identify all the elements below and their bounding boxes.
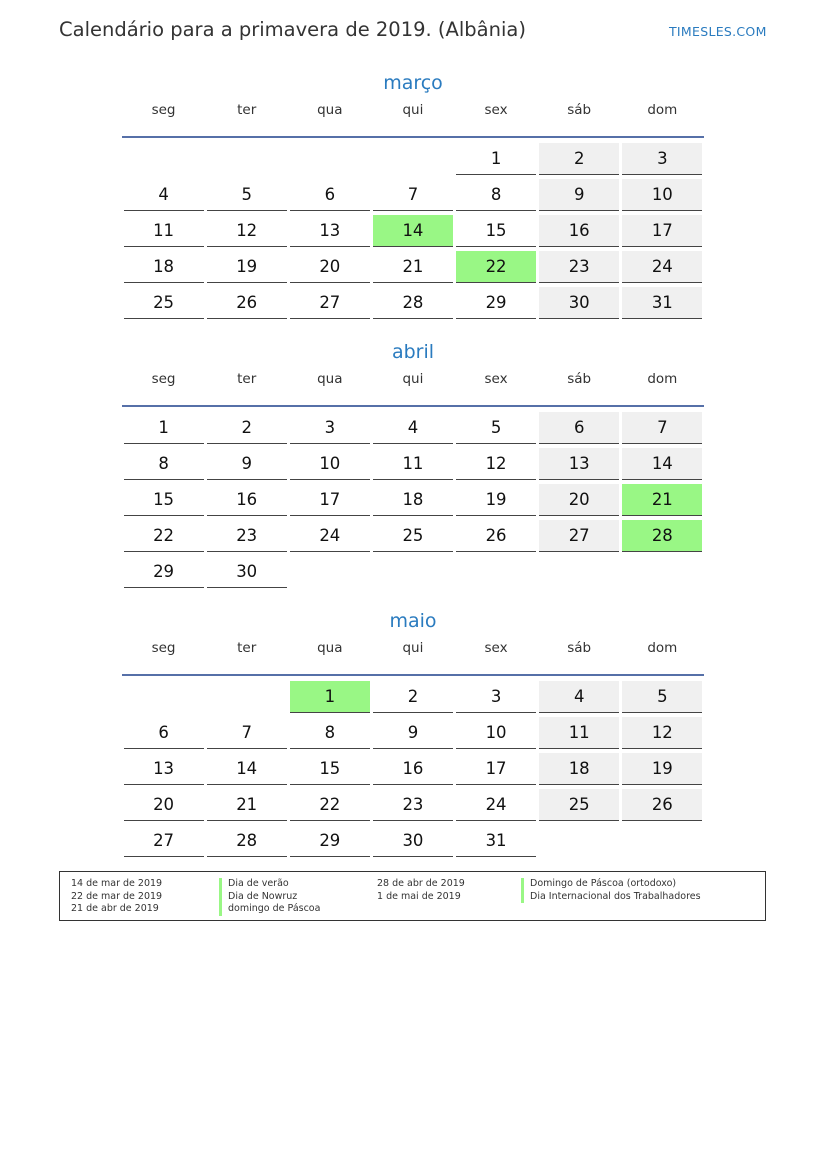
empty-day-cell xyxy=(205,679,288,715)
day-cell xyxy=(205,446,288,482)
day-cell xyxy=(455,177,538,213)
weekday-label: sex xyxy=(484,371,508,387)
weekday-label: ter xyxy=(237,102,257,118)
month-name: abril xyxy=(391,341,435,363)
weekday-header xyxy=(122,96,704,138)
day-number: 30 xyxy=(373,825,453,857)
legend-holiday-name: domingo de Páscoa xyxy=(219,903,320,916)
day-number: 1 xyxy=(456,143,536,175)
day-cell xyxy=(122,715,205,751)
day-number: 19 xyxy=(207,251,287,283)
day-cell xyxy=(371,823,454,859)
day-number: 25 xyxy=(539,789,619,821)
day-number: 8 xyxy=(124,448,204,480)
day-cell xyxy=(122,823,205,859)
weekday-label: qui xyxy=(402,640,424,656)
empty-day-cell xyxy=(205,141,288,177)
weekday-label: ter xyxy=(237,640,257,656)
legend-holiday-date: 28 de abr de 2019 xyxy=(377,878,465,889)
day-number: 1 xyxy=(124,412,204,444)
day-cell xyxy=(371,213,454,249)
day-number xyxy=(124,681,204,713)
day-number: 18 xyxy=(373,484,453,516)
weekday-header xyxy=(122,634,704,676)
day-cell xyxy=(621,213,704,249)
day-cell xyxy=(538,249,621,285)
day-cell xyxy=(455,141,538,177)
day-cell xyxy=(621,518,704,554)
day-number: 27 xyxy=(290,287,370,319)
month-name: março xyxy=(383,72,443,94)
legend-holiday-date: 22 de mar de 2019 xyxy=(71,890,163,902)
day-number: 7 xyxy=(622,412,702,444)
day-cell xyxy=(122,285,205,321)
day-cell xyxy=(122,518,205,554)
page-title: Calendário para a primavera de 2019. (Albânia) xyxy=(59,18,526,41)
day-cell xyxy=(621,679,704,715)
month-calendar xyxy=(122,339,704,590)
weekday-label: sex xyxy=(484,640,508,656)
day-cell xyxy=(455,410,538,446)
day-cell xyxy=(288,679,371,715)
day-cell xyxy=(122,751,205,787)
legend-holiday-name: Dia Internacional dos Trabalhadores xyxy=(521,891,701,904)
day-cell xyxy=(621,141,704,177)
day-cell xyxy=(288,823,371,859)
day-number: 31 xyxy=(622,287,702,319)
week-row xyxy=(122,410,704,446)
day-number: 9 xyxy=(207,448,287,480)
weekday-label: seg xyxy=(151,371,176,387)
day-number: 21 xyxy=(373,251,453,283)
day-number: 9 xyxy=(539,179,619,211)
day-number: 11 xyxy=(124,215,204,247)
empty-day-cell xyxy=(122,141,205,177)
day-cell xyxy=(538,787,621,823)
day-number: 22 xyxy=(456,251,536,283)
day-cell xyxy=(538,177,621,213)
day-cell xyxy=(122,446,205,482)
day-number: 8 xyxy=(456,179,536,211)
day-number: 10 xyxy=(622,179,702,211)
day-number: 20 xyxy=(290,251,370,283)
empty-day-cell xyxy=(538,554,621,590)
day-cell xyxy=(205,518,288,554)
day-cell xyxy=(621,715,704,751)
week-row xyxy=(122,554,704,590)
day-number xyxy=(373,143,453,175)
day-cell xyxy=(538,213,621,249)
legend-holiday-name: Dia de verão xyxy=(219,878,320,891)
day-number: 11 xyxy=(539,717,619,749)
day-cell xyxy=(205,787,288,823)
day-number: 31 xyxy=(456,825,536,857)
weekday-label: dom xyxy=(647,371,678,387)
month-calendar xyxy=(122,608,704,859)
day-number: 25 xyxy=(373,520,453,552)
day-number: 6 xyxy=(539,412,619,444)
day-number: 16 xyxy=(539,215,619,247)
day-number: 29 xyxy=(290,825,370,857)
day-cell xyxy=(455,787,538,823)
day-cell xyxy=(538,751,621,787)
day-cell xyxy=(538,679,621,715)
day-number: 22 xyxy=(124,520,204,552)
day-number: 22 xyxy=(290,789,370,821)
day-number: 4 xyxy=(539,681,619,713)
legend-holiday-name: Dia de Nowruz xyxy=(219,891,320,904)
week-row xyxy=(122,751,704,787)
week-row xyxy=(122,679,704,715)
day-number: 12 xyxy=(456,448,536,480)
day-number: 28 xyxy=(207,825,287,857)
day-number: 26 xyxy=(207,287,287,319)
weekday-label: qua xyxy=(317,102,343,118)
day-cell xyxy=(205,285,288,321)
legend-left-names xyxy=(219,878,320,916)
week-row xyxy=(122,787,704,823)
weekday-label: qui xyxy=(402,102,424,118)
day-number: 17 xyxy=(456,753,536,785)
day-number xyxy=(124,143,204,175)
legend-right-names xyxy=(521,878,701,903)
day-number: 13 xyxy=(124,753,204,785)
day-cell xyxy=(205,177,288,213)
day-number: 30 xyxy=(207,556,287,588)
day-number: 21 xyxy=(622,484,702,516)
month-name: maio xyxy=(389,610,437,632)
day-cell xyxy=(205,823,288,859)
day-number: 5 xyxy=(207,179,287,211)
day-number: 7 xyxy=(373,179,453,211)
empty-day-cell xyxy=(371,554,454,590)
week-row xyxy=(122,141,704,177)
day-cell xyxy=(205,554,288,590)
day-cell xyxy=(455,446,538,482)
day-number: 13 xyxy=(539,448,619,480)
day-cell xyxy=(621,787,704,823)
day-number xyxy=(290,556,370,588)
weekday-label: sex xyxy=(484,102,508,118)
day-cell xyxy=(371,715,454,751)
day-cell xyxy=(205,715,288,751)
day-number: 27 xyxy=(539,520,619,552)
empty-day-cell xyxy=(621,554,704,590)
day-cell xyxy=(122,410,205,446)
day-cell xyxy=(288,446,371,482)
day-number: 23 xyxy=(539,251,619,283)
day-number: 7 xyxy=(207,717,287,749)
legend-holiday-date: 1 de mai de 2019 xyxy=(377,890,461,902)
day-cell xyxy=(538,482,621,518)
day-cell xyxy=(621,482,704,518)
day-number: 9 xyxy=(373,717,453,749)
day-cell xyxy=(205,410,288,446)
day-cell xyxy=(371,177,454,213)
day-cell xyxy=(205,249,288,285)
day-number: 28 xyxy=(622,520,702,552)
day-cell xyxy=(371,410,454,446)
day-cell xyxy=(538,285,621,321)
weekday-label: dom xyxy=(647,102,678,118)
day-number: 4 xyxy=(124,179,204,211)
day-cell xyxy=(288,249,371,285)
day-cell xyxy=(621,177,704,213)
week-row xyxy=(122,177,704,213)
holiday-legend xyxy=(59,871,766,921)
day-cell xyxy=(538,518,621,554)
day-cell xyxy=(455,751,538,787)
day-number: 18 xyxy=(539,753,619,785)
day-cell xyxy=(455,715,538,751)
weekday-label: qua xyxy=(317,371,343,387)
day-cell xyxy=(371,285,454,321)
weekday-label: qua xyxy=(317,640,343,656)
day-number: 11 xyxy=(373,448,453,480)
week-row xyxy=(122,249,704,285)
day-cell xyxy=(621,410,704,446)
day-number: 2 xyxy=(207,412,287,444)
day-number xyxy=(373,556,453,588)
day-number: 24 xyxy=(456,789,536,821)
day-cell xyxy=(205,482,288,518)
day-number: 2 xyxy=(373,681,453,713)
day-cell xyxy=(455,213,538,249)
day-number: 2 xyxy=(539,143,619,175)
day-number: 14 xyxy=(207,753,287,785)
day-number xyxy=(622,825,702,857)
day-cell xyxy=(455,518,538,554)
legend-holiday-date: 14 de mar de 2019 xyxy=(71,878,163,889)
week-row xyxy=(122,715,704,751)
day-number: 27 xyxy=(124,825,204,857)
day-cell xyxy=(288,751,371,787)
weekday-label: ter xyxy=(237,371,257,387)
day-number: 24 xyxy=(622,251,702,283)
day-number: 20 xyxy=(539,484,619,516)
day-number: 26 xyxy=(456,520,536,552)
day-cell xyxy=(288,518,371,554)
day-cell xyxy=(288,213,371,249)
day-cell xyxy=(122,482,205,518)
week-row xyxy=(122,446,704,482)
week-row xyxy=(122,823,704,859)
day-number: 30 xyxy=(539,287,619,319)
weekday-label: sáb xyxy=(567,371,592,387)
day-number xyxy=(207,681,287,713)
day-number: 29 xyxy=(456,287,536,319)
day-number: 3 xyxy=(622,143,702,175)
day-number: 21 xyxy=(207,789,287,821)
day-cell xyxy=(371,482,454,518)
week-row xyxy=(122,482,704,518)
day-cell xyxy=(288,177,371,213)
day-number: 16 xyxy=(207,484,287,516)
day-cell xyxy=(288,410,371,446)
legend-right-dates xyxy=(377,878,465,903)
empty-day-cell xyxy=(288,554,371,590)
day-cell xyxy=(205,751,288,787)
legend-left-dates xyxy=(71,878,162,916)
day-cell xyxy=(288,482,371,518)
empty-day-cell xyxy=(455,554,538,590)
day-number: 8 xyxy=(290,717,370,749)
day-number: 12 xyxy=(207,215,287,247)
weekday-label: dom xyxy=(647,640,678,656)
week-row xyxy=(122,518,704,554)
empty-day-cell xyxy=(371,141,454,177)
day-number: 16 xyxy=(373,753,453,785)
day-number: 15 xyxy=(290,753,370,785)
day-cell xyxy=(538,446,621,482)
day-number: 23 xyxy=(207,520,287,552)
week-row xyxy=(122,213,704,249)
day-number: 12 xyxy=(622,717,702,749)
week-row xyxy=(122,285,704,321)
day-cell xyxy=(122,177,205,213)
day-cell xyxy=(455,285,538,321)
day-number: 13 xyxy=(290,215,370,247)
day-number xyxy=(539,825,619,857)
day-cell xyxy=(455,823,538,859)
day-cell xyxy=(371,249,454,285)
day-cell xyxy=(371,751,454,787)
day-cell xyxy=(288,715,371,751)
empty-day-cell xyxy=(538,823,621,859)
day-number: 10 xyxy=(290,448,370,480)
day-cell xyxy=(371,518,454,554)
day-number: 25 xyxy=(124,287,204,319)
day-cell xyxy=(371,787,454,823)
day-number: 6 xyxy=(290,179,370,211)
day-number: 6 xyxy=(124,717,204,749)
day-cell xyxy=(288,787,371,823)
day-number: 19 xyxy=(456,484,536,516)
weekday-label: seg xyxy=(151,102,176,118)
day-number: 14 xyxy=(622,448,702,480)
day-number: 4 xyxy=(373,412,453,444)
empty-day-cell xyxy=(288,141,371,177)
day-cell xyxy=(122,554,205,590)
day-number: 3 xyxy=(456,681,536,713)
legend-holiday-name: Domingo de Páscoa (ortodoxo) xyxy=(521,878,701,891)
day-number: 20 xyxy=(124,789,204,821)
day-cell xyxy=(122,213,205,249)
weekday-label: sáb xyxy=(567,102,592,118)
day-number xyxy=(290,143,370,175)
day-number: 5 xyxy=(456,412,536,444)
day-number: 5 xyxy=(622,681,702,713)
empty-day-cell xyxy=(621,823,704,859)
day-cell xyxy=(122,787,205,823)
weekday-label: qui xyxy=(402,371,424,387)
day-cell xyxy=(538,410,621,446)
day-number: 28 xyxy=(373,287,453,319)
legend-holiday-date: 21 de abr de 2019 xyxy=(71,903,159,915)
day-cell xyxy=(621,751,704,787)
day-number xyxy=(539,556,619,588)
brand-link[interactable]: TIMESLES.COM xyxy=(669,24,767,39)
day-number: 14 xyxy=(373,215,453,247)
day-cell xyxy=(621,446,704,482)
day-cell xyxy=(538,715,621,751)
day-number: 29 xyxy=(124,556,204,588)
day-cell xyxy=(371,679,454,715)
day-number: 18 xyxy=(124,251,204,283)
day-number: 26 xyxy=(622,789,702,821)
day-cell xyxy=(455,482,538,518)
day-number: 19 xyxy=(622,753,702,785)
day-cell xyxy=(371,446,454,482)
day-cell xyxy=(455,679,538,715)
day-number: 1 xyxy=(290,681,370,713)
month-calendar xyxy=(122,70,704,321)
day-number: 3 xyxy=(290,412,370,444)
weekday-header xyxy=(122,365,704,407)
day-cell xyxy=(122,249,205,285)
day-cell xyxy=(538,141,621,177)
day-number xyxy=(207,143,287,175)
day-number: 15 xyxy=(456,215,536,247)
day-number: 23 xyxy=(373,789,453,821)
day-number: 24 xyxy=(290,520,370,552)
weekday-label: seg xyxy=(151,640,176,656)
day-number: 10 xyxy=(456,717,536,749)
day-cell xyxy=(455,249,538,285)
day-cell xyxy=(621,285,704,321)
day-number: 17 xyxy=(622,215,702,247)
day-number: 15 xyxy=(124,484,204,516)
day-cell xyxy=(205,213,288,249)
weekday-label: sáb xyxy=(567,640,592,656)
empty-day-cell xyxy=(122,679,205,715)
day-cell xyxy=(621,249,704,285)
day-number xyxy=(456,556,536,588)
day-cell xyxy=(288,285,371,321)
day-number xyxy=(622,556,702,588)
day-number: 17 xyxy=(290,484,370,516)
